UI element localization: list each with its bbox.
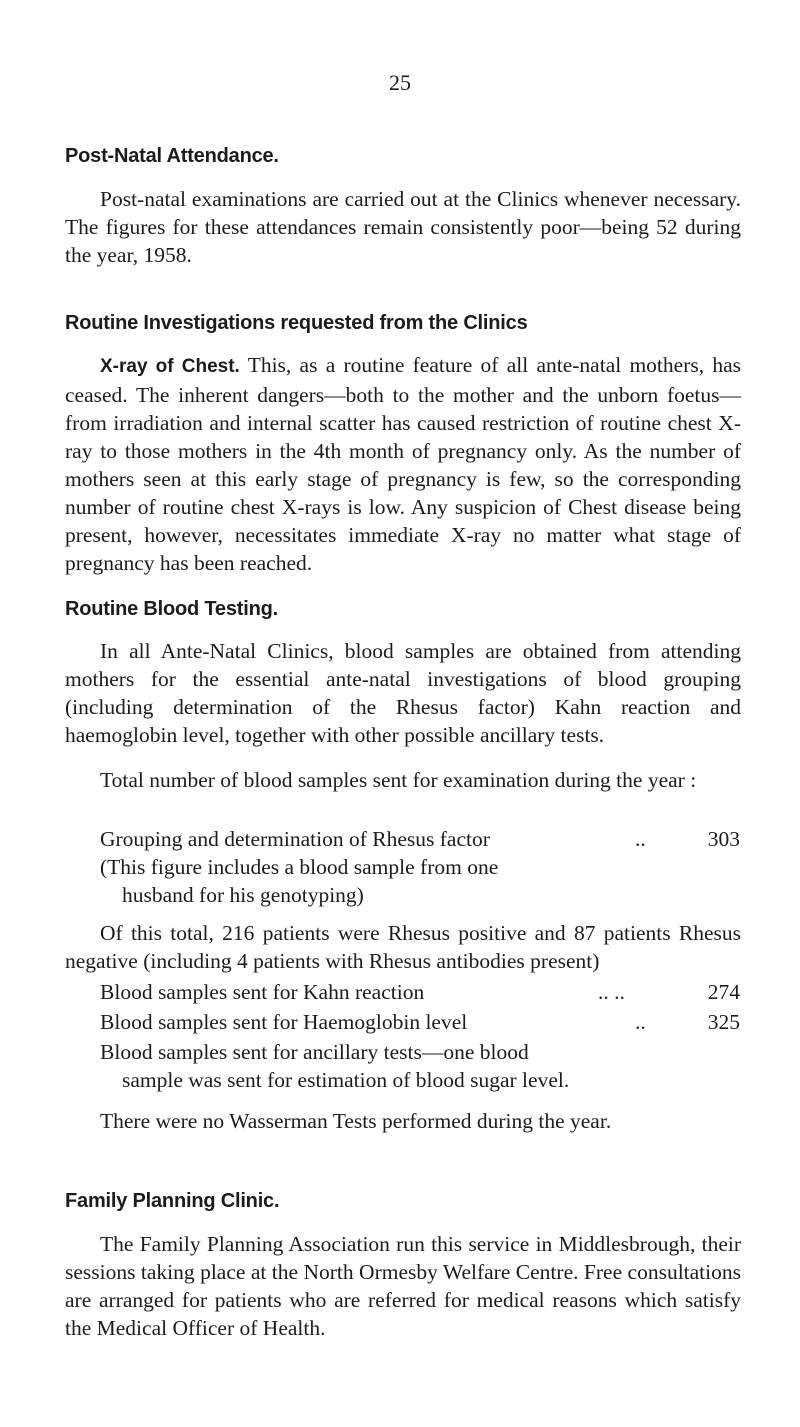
kahn-row bbox=[100, 978, 740, 1006]
xray-lead: X-ray of Chest. bbox=[100, 356, 240, 377]
blood-testing-paragraph-2: Total number of blood samples sent for examination during the year : bbox=[100, 768, 697, 792]
ancillary-line-2: sample was sent for estimation of blood sugar level. bbox=[122, 1068, 570, 1092]
family-planning-heading: Family Planning Clinic. bbox=[65, 1190, 280, 1212]
blood-testing-paragraph-1: In all Ante-Natal Clinics, blood samples are obtained from attending mothers for the essential ante-natal investigations of blood grouping (including determination of the Rhesus factor) Kahn reaction and haemoglobin level, together with other possible ancillary tests. bbox=[65, 639, 741, 747]
post-natal-paragraph: Post-natal examinations are carried out at the Clinics whenever necessary. The figures for these attendances remain consistently poor—being 52 during the year, 1958. bbox=[65, 187, 741, 267]
kahn-value: 274 bbox=[707, 980, 740, 1004]
wasserman-paragraph: There were no Wasserman Tests performed during the year. bbox=[100, 1109, 612, 1133]
routine-investigations-heading: Routine Investigations requested from the Clinics bbox=[65, 312, 528, 334]
xray-paragraph bbox=[65, 351, 741, 577]
grouping-row bbox=[100, 825, 740, 853]
post-natal-heading: Post-Natal Attendance. bbox=[65, 145, 279, 167]
family-planning-paragraph: The Family Planning Association run this service in Middlesbrough, their sessions taking place at the North Ormesby Welfare Centre. Free consultations are arranged for patients who are referred for medical reasons which satisfy the Medical Officer of Health. bbox=[65, 1232, 741, 1340]
grouping-value: 303 bbox=[707, 827, 740, 851]
page-number: 25 bbox=[389, 70, 411, 95]
kahn-label: Blood samples sent for Kahn reaction bbox=[100, 980, 425, 1004]
grouping-leader-dots: .. bbox=[635, 827, 646, 851]
blood-testing-paragraph-3: Of this total, 216 patients were Rhesus positive and 87 patients Rhesus negative (including 4 patients with Rhesus antibodies present) bbox=[65, 921, 741, 973]
grouping-label: Grouping and determination of Rhesus factor bbox=[100, 827, 490, 851]
grouping-note bbox=[100, 853, 660, 909]
haemoglobin-leader-dots: .. bbox=[635, 1010, 646, 1034]
haemoglobin-label: Blood samples sent for Haemoglobin level bbox=[100, 1010, 468, 1034]
blood-testing-heading: Routine Blood Testing. bbox=[65, 598, 278, 620]
haemoglobin-row bbox=[100, 1008, 740, 1036]
ancillary-note bbox=[100, 1038, 740, 1094]
xray-text: This, as a routine feature of all ante-natal mothers, has ceased. The inherent dangers—both to the mother and the unborn foetus—from irradiation and internal scatter has caused restriction of routine chest X-ray to those mothers in the 4th month of pregnancy only. As the number of mothers seen at this early stage of pregnancy is few, so the corresponding number of routine chest X-rays is low. Any suspicion of Chest disease being present, however, necessitates immediate X-ray no matter what stage of pregnancy has been reached. bbox=[65, 353, 742, 575]
haemoglobin-value: 325 bbox=[707, 1010, 740, 1034]
grouping-note-line-2: husband for his genotyping) bbox=[122, 883, 364, 907]
ancillary-line-1: Blood samples sent for ancillary tests—one blood bbox=[100, 1040, 529, 1064]
kahn-leader-dots: .. .. bbox=[598, 980, 625, 1004]
grouping-note-line-1: (This figure includes a blood sample from one bbox=[100, 855, 499, 879]
